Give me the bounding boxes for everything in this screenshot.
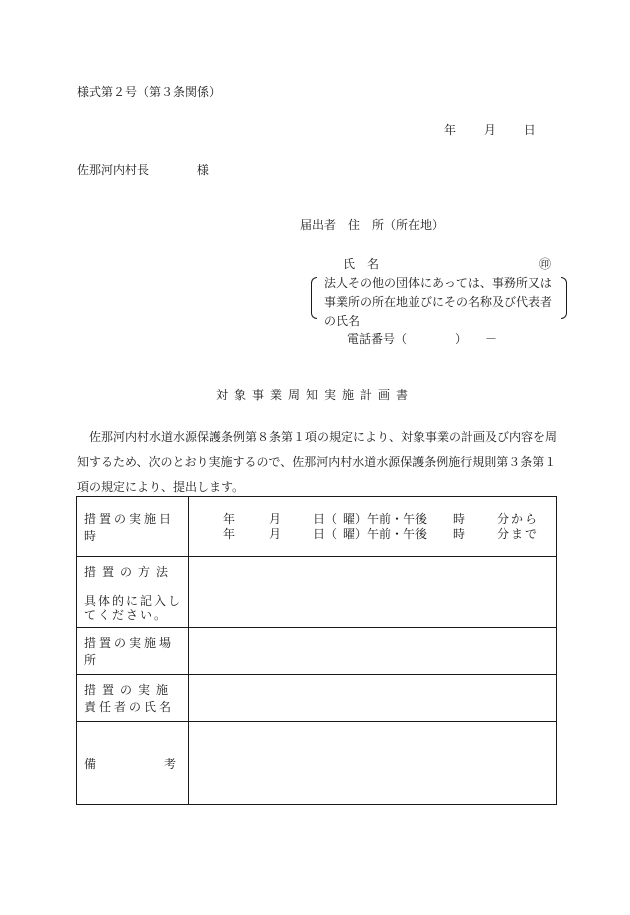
submission-date: [444, 121, 536, 138]
seal-mark: ㊞: [538, 257, 551, 271]
datetime-from-line: 年 月 日（ 曜）午前・午後 時 分から: [223, 511, 540, 526]
corporate-note-line1: 法人その他の団体にあっては、事務所又は: [324, 276, 552, 290]
datetime-label: 措置の実施日時: [77, 497, 189, 557]
filer-address-label: 届出者 住 所（所在地）: [300, 218, 445, 232]
datetime-value-cell[interactable]: [189, 497, 557, 557]
table-row-responsible: [77, 675, 557, 722]
corporate-note-text: [324, 274, 552, 331]
date-year-label: 年: [444, 123, 457, 137]
document-title: 対象事業周知実施計画書: [215, 388, 414, 402]
table-row-place: [77, 628, 557, 675]
date-day-label: 日: [523, 123, 536, 137]
body-line3: 項の規定により、提出します。: [77, 480, 245, 494]
body-text: [77, 425, 557, 500]
responsible-value-cell[interactable]: [189, 675, 557, 722]
plan-table: [76, 496, 557, 805]
place-value-cell[interactable]: [189, 628, 557, 675]
table-row-remarks: [77, 722, 557, 805]
remarks-value-cell[interactable]: [189, 722, 557, 805]
addressee: [77, 161, 209, 178]
filer-name-row: [343, 255, 553, 272]
method-note: 具体的に記入し てください。: [84, 593, 183, 622]
corporate-note-line3: の氏名: [324, 314, 361, 328]
corporate-note: [311, 274, 567, 328]
responsible-label: 措置の実施 責任者の氏名: [77, 675, 189, 722]
addressee-name: 佐那河内村長: [77, 163, 150, 177]
corporate-note-line2: 事業所の所在地並びにその名称及び代表者: [324, 295, 553, 309]
filer-name-label: 氏 名: [343, 257, 380, 271]
remarks-label: 備 考: [77, 722, 189, 805]
left-bracket: [311, 277, 317, 319]
method-label: 措置の方法 具体的に記入し てください。: [77, 557, 189, 628]
table-row-datetime: [77, 497, 557, 557]
phone-number-label: 電話番号（ ） －: [347, 332, 498, 346]
body-line2: 知するため、次のとおり実施するので、佐那河内村水道水源保護条例施行規則第３条第１: [77, 455, 557, 469]
table-row-method: [77, 557, 557, 628]
form-number: 様式第２号（第３条関係）: [77, 85, 222, 99]
datetime-to-line: 年 月 日（ 曜）午前・午後 時 分まで: [223, 526, 540, 541]
right-bracket: [561, 277, 567, 319]
method-value-cell[interactable]: [189, 557, 557, 628]
body-line1: 佐那河内村水道水源保護条例第８条第１項の規定により、対象事業の計画及び内容を周: [77, 430, 558, 444]
date-month-label: 月: [483, 123, 496, 137]
place-label: 措置の実施場所: [77, 628, 189, 675]
addressee-honorific: 様: [196, 163, 209, 177]
